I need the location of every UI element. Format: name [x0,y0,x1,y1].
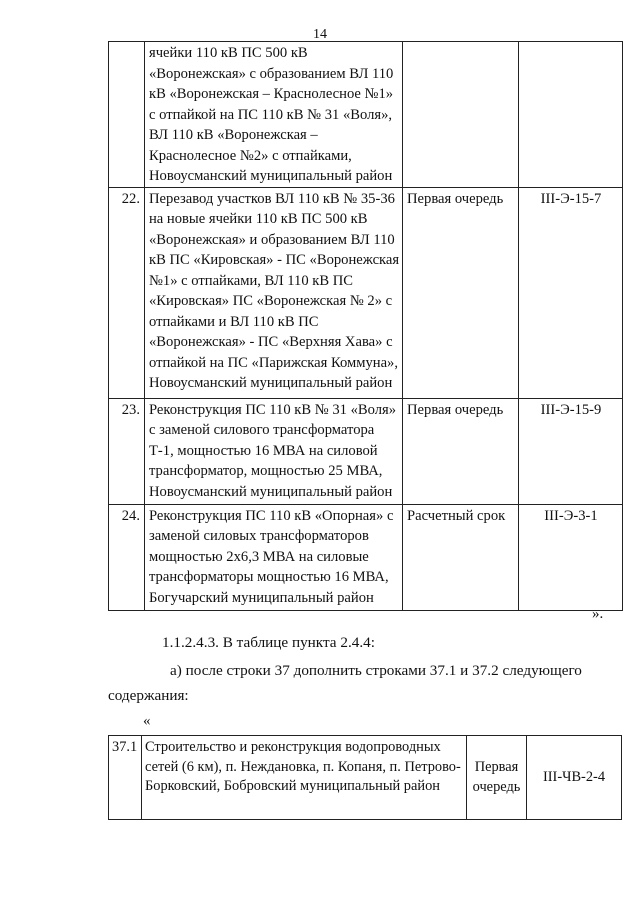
row-stage: Первая очередь [403,187,519,398]
row-code: III-Э-3-1 [519,504,623,610]
row-description: Реконструкция ПС 110 кВ «Опорная» с заменой силовых трансформаторов мощностью 2х6,3 МВА на силовые трансформаторы мощностью 16 МВА, Богучарский муниципальный район [145,504,403,610]
row-number [109,42,145,188]
row-code [519,42,623,188]
amendment-instruction-continuation: содержания: [108,687,189,704]
amendment-heading: 1.1.2.4.3. В таблице пункта 2.4.4: [162,634,375,651]
row-number: 37.1 [109,736,142,820]
row-description: Перезавод участков ВЛ 110 кВ № 35-36 на новые ячейки 110 кВ ПС 500 кВ «Воронежская» и образованием ВЛ 110 кВ ПС «Кировская» - ПС «Воронежская №1» с отпайками, ВЛ 110 кВ ПС «Кировская» ПС «Воронежская № 2» с отпайками и ВЛ 110 кВ ПС «Воронежская» - ПС «Верхняя Хава» с отпайкой на ПС «Парижская Коммуна», Новоусманский муниципальный район [145,187,403,398]
table-row [109,42,623,188]
table-row [109,504,623,610]
row-description: ячейки 110 кВ ПС 500 кВ «Воронежская» с образованием ВЛ 110 кВ «Воронежская – Краснолесное №1» с отпайкой на ПС 110 кВ № 31 «Воля», ВЛ 110 кВ «Воронежская – Краснолесное №2» с отпайками, Новоусманский муниципальный район [145,42,403,188]
row-stage: Первая очередь [403,398,519,504]
table-row [109,736,622,820]
row-number: 24. [109,504,145,610]
page-number: 14 [313,27,327,42]
opening-quote: « [143,713,151,729]
table-row [109,187,623,398]
row-number: 22. [109,187,145,398]
row-stage: Первая очередь [467,736,527,820]
closing-quote: ». [592,606,604,622]
planned-objects-table [108,41,623,611]
row-code: III-ЧВ-2-4 [527,736,622,820]
row-description: Реконструкция ПС 110 кВ № 31 «Воля» с заменой силового трансформатора Т-1, мощностью 16 МВА на силовой трансформатор, мощностью 25 МВА, Новоусманский муниципальный район [145,398,403,504]
row-code: III-Э-15-9 [519,398,623,504]
amendment-instruction: а) после строки 37 дополнить строками 37.1 и 37.2 следующего [170,662,582,679]
row-code: III-Э-15-7 [519,187,623,398]
row-description: Строительство и реконструкция водопроводных сетей (6 км), п. Неждановка, п. Копаня, п. Петрово-Борковский, Бобровский муниципальный район [142,736,467,820]
table-row [109,398,623,504]
added-rows-table [108,735,622,820]
row-number: 23. [109,398,145,504]
row-stage [403,42,519,188]
row-stage: Расчетный срок [403,504,519,610]
